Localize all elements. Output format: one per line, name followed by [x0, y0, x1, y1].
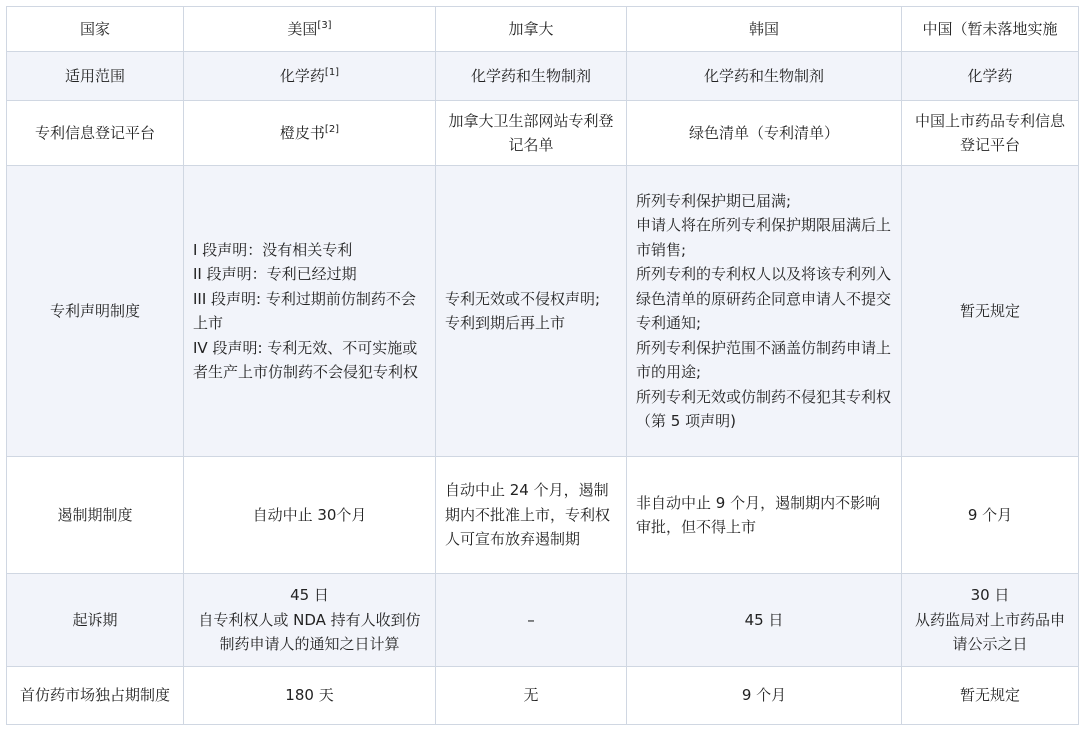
declaration-us [184, 166, 436, 457]
exclusivity-label: 首仿药市场独占期制度 [7, 667, 184, 725]
declaration-kr-1: 所列专利保护期已届满; [636, 191, 792, 210]
litigation-kr: 45 日 [627, 574, 902, 667]
platform-us-ref[interactable]: [2] [324, 123, 340, 135]
declaration-ca-2: 专利到期后再上市 [445, 314, 566, 332]
declaration-us-3: III 段声明: 专利过期前仿制药不会上市 [193, 289, 416, 332]
litigation-us-detail: 自专利权人或 NDA 持有人收到仿制药申请人的通知之日计算 [198, 610, 421, 654]
us-label: 美国 [287, 19, 318, 38]
litigation-label: 起诉期 [7, 574, 184, 667]
platform-label: 专利信息登记平台 [7, 101, 184, 166]
stay-us: 自动中止 30个月 [184, 457, 436, 574]
exclusivity-us: 180 天 [184, 667, 436, 725]
litigation-row [7, 574, 1079, 667]
stay-kr: 非自动中止 9 个月，遏制期内不影响审批，但不得上市 [627, 457, 902, 574]
header-country-label: 国家 [7, 7, 184, 52]
declaration-us-1: I 段声明：没有相关专利 [193, 240, 353, 259]
us-ref[interactable]: [3] [317, 19, 332, 31]
comparison-table-wrapper [6, 6, 1079, 725]
scope-label: 适用范围 [7, 52, 184, 101]
litigation-ca: – [436, 574, 627, 667]
declaration-cn: 暂无规定 [902, 166, 1079, 457]
declaration-kr [627, 166, 902, 457]
platform-ca: 加拿大卫生部网站专利登记名单 [436, 101, 627, 166]
platform-kr: 绿色清单（专利清单） [627, 101, 902, 166]
litigation-cn-detail: 从药监局对上市药品申请公示之日 [914, 610, 1065, 654]
platform-us-text: 橙皮书 [279, 123, 325, 142]
platform-cn: 中国上市药品专利信息登记平台 [902, 101, 1079, 166]
scope-us-text: 化学药 [279, 66, 325, 85]
scope-kr: 化学药和生物制剂 [627, 52, 902, 101]
header-row [7, 7, 1079, 52]
header-cn: 中国（暂未落地实施 [902, 7, 1079, 52]
platform-us [184, 101, 436, 166]
header-kr: 韩国 [627, 7, 902, 52]
stay-label: 遏制期制度 [7, 457, 184, 574]
stay-cn: 9 个月 [902, 457, 1079, 574]
litigation-us-days: 45 日 [290, 586, 329, 605]
exclusivity-cn: 暂无规定 [902, 667, 1079, 725]
stay-row [7, 457, 1079, 574]
declaration-us-2: II 段声明：专利已经过期 [193, 265, 357, 283]
declaration-row [7, 166, 1079, 457]
declaration-us-4: IV 段声明: 专利无效、不可实施或者生产上市仿制药不会侵犯专利权 [193, 338, 419, 381]
scope-ca: 化学药和生物制剂 [436, 52, 627, 101]
declaration-kr-5: 所列专利无效或仿制药不侵犯其专利权（第 5 项声明) [636, 387, 892, 430]
declaration-ca [436, 166, 627, 457]
litigation-cn [902, 574, 1079, 667]
scope-us-ref[interactable]: [1] [324, 66, 340, 78]
exclusivity-row [7, 667, 1079, 725]
scope-cn: 化学药 [902, 52, 1079, 101]
declaration-ca-1: 专利无效或不侵权声明; [445, 289, 601, 308]
exclusivity-ca: 无 [436, 667, 627, 725]
declaration-kr-2: 申请人将在所列专利保护期限届满后上市销售; [636, 216, 892, 259]
header-us [184, 7, 436, 52]
litigation-us [184, 574, 436, 667]
scope-us [184, 52, 436, 101]
litigation-cn-days: 30 日 [970, 586, 1010, 605]
stay-ca: 自动中止 24 个月，遏制期内不批准上市，专利权人可宣布放弃遏制期 [436, 457, 627, 574]
patent-linkage-comparison-table [6, 6, 1079, 725]
exclusivity-kr: 9 个月 [627, 667, 902, 725]
declaration-kr-4: 所列专利保护范围不涵盖仿制药申请上市的用途; [636, 338, 892, 381]
declaration-kr-3: 所列专利的专利权人以及将该专利列入绿色清单的原研药企同意申请人不提交专利通知; [636, 265, 892, 332]
platform-row [7, 101, 1079, 166]
header-ca: 加拿大 [436, 7, 627, 52]
declaration-label: 专利声明制度 [7, 166, 184, 457]
scope-row [7, 52, 1079, 101]
